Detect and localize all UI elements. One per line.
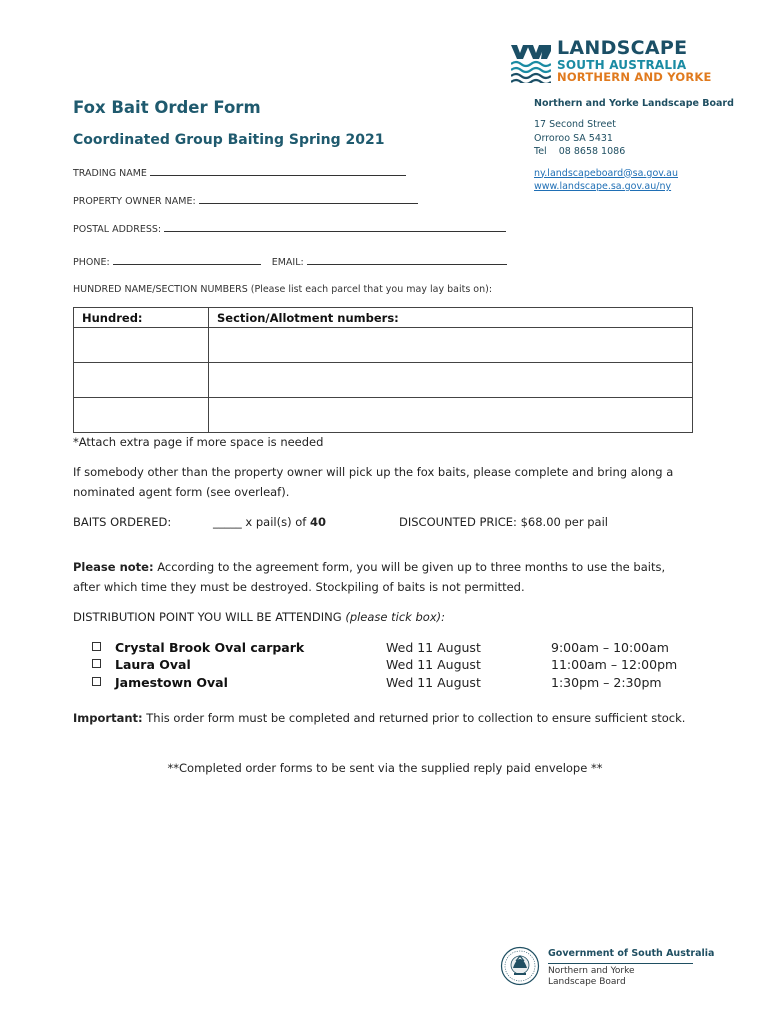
important-note: [73, 708, 713, 728]
email-link[interactable]: ny.landscapeboard@sa.gov.au: [534, 167, 679, 179]
baits-quantity[interactable]: [213, 512, 326, 532]
table-header-section: Section/Allotment numbers:: [209, 308, 693, 328]
distribution-label: DISTRIBUTION POINT YOU WILL BE ATTENDING: [73, 610, 342, 624]
trading-name-label: TRADING NAME: [73, 168, 147, 179]
distribution-time: 9:00am – 10:00am: [551, 640, 669, 655]
distribution-location: Crystal Brook Oval carpark: [115, 640, 305, 655]
address-block: [534, 98, 754, 194]
important-text: This order form must be completed and returned prior to collection to ensure sufficient stock.: [142, 711, 686, 725]
footer-rule: [548, 963, 693, 964]
postal-address-field[interactable]: [73, 221, 506, 235]
government-sa-logo: [500, 946, 715, 992]
table-header-row: [74, 308, 693, 328]
section-cell[interactable]: [209, 363, 693, 398]
distribution-option-crystal-brook[interactable]: [92, 640, 669, 655]
distribution-date: Wed 11 August: [386, 640, 481, 655]
phone-line[interactable]: [113, 254, 261, 265]
distribution-hint: (please tick box):: [345, 610, 445, 624]
section-cell[interactable]: [209, 328, 693, 363]
landscape-sa-logo: [511, 37, 712, 85]
owner-name-line[interactable]: [199, 193, 418, 204]
table-row: [74, 328, 693, 363]
address-street: 17 Second Street: [534, 119, 616, 130]
distribution-heading: [73, 607, 445, 627]
please-note: [73, 557, 693, 597]
phone-email-field[interactable]: [73, 254, 507, 268]
distribution-date: Wed 11 August: [386, 657, 481, 672]
logo-line-2: SOUTH AUSTRALIA: [557, 58, 687, 72]
government-name: Government of South Australia: [548, 948, 715, 959]
agent-note: If somebody other than the property owner will pick up the fox baits, please complete and bring along a nominated agent form (see overleaf).: [73, 465, 674, 499]
section-cell[interactable]: [209, 398, 693, 433]
please-note-text: According to the agreement form, you will be given up to three months to use the baits, after which time they must be destroyed. Stockpiling of baits is not permitted.: [73, 560, 666, 594]
checkbox[interactable]: [92, 659, 101, 668]
table-header-hundred: Hundred:: [74, 308, 209, 328]
table-row: [74, 363, 693, 398]
checkbox[interactable]: [92, 677, 101, 686]
website-link[interactable]: www.landscape.sa.gov.au/ny: [534, 181, 672, 192]
email-label: EMAIL:: [271, 257, 304, 268]
distribution-option-laura[interactable]: [92, 657, 678, 672]
checkbox[interactable]: [92, 642, 101, 651]
distribution-date: Wed 11 August: [386, 675, 481, 690]
please-note-label: Please note:: [73, 560, 154, 574]
hundred-cell[interactable]: [74, 363, 209, 398]
discounted-price: DISCOUNTED PRICE: $68.00 per pail: [399, 515, 608, 529]
page-subtitle: Coordinated Group Baiting Spring 2021: [73, 132, 385, 148]
email-line[interactable]: [307, 254, 507, 265]
state-crest-icon: [500, 946, 540, 986]
owner-name-label: PROPERTY OWNER NAME:: [73, 196, 196, 207]
hundred-cell[interactable]: [74, 398, 209, 433]
table-row: [74, 398, 693, 433]
attach-note: *Attach extra page if more space is needed: [73, 435, 324, 449]
postal-address-label: POSTAL ADDRESS:: [73, 224, 162, 235]
baits-ordered-label: BAITS ORDERED:: [73, 515, 172, 529]
landscape-wave-icon: [511, 43, 551, 83]
owner-name-field[interactable]: [73, 193, 418, 207]
distribution-time: 11:00am – 12:00pm: [551, 657, 678, 672]
trading-name-field[interactable]: [73, 165, 406, 179]
board-name: Northern and Yorke Landscape Board: [534, 98, 734, 109]
logo-line-3: NORTHERN AND YORKE: [557, 70, 712, 84]
distribution-location: Jamestown Oval: [115, 675, 228, 690]
footer-sub-1: Northern and Yorke: [548, 966, 635, 976]
phone-label: PHONE:: [73, 257, 110, 268]
address-tel: Tel 08 8658 1086: [534, 146, 626, 157]
trading-name-line[interactable]: [150, 165, 406, 176]
distribution-time: 1:30pm – 2:30pm: [551, 675, 662, 690]
baits-quantity-text: _____ x pail(s) of: [213, 515, 307, 529]
hundred-cell[interactable]: [74, 328, 209, 363]
baits-pail-size: 40: [309, 515, 326, 529]
completed-note: **Completed order forms to be sent via the supplied reply paid envelope **: [167, 761, 603, 775]
distribution-option-jamestown[interactable]: [92, 675, 662, 690]
important-label: Important:: [73, 711, 143, 725]
footer-sub-2: Landscape Board: [548, 977, 626, 987]
distribution-location: Laura Oval: [115, 657, 191, 672]
parcel-table: [73, 307, 693, 433]
hundred-label: HUNDRED NAME/SECTION NUMBERS (Please list each parcel that you may lay baits on):: [73, 284, 493, 295]
postal-address-line[interactable]: [164, 221, 506, 232]
logo-line-1: LANDSCAPE: [557, 37, 688, 59]
address-town: Orroroo SA 5431: [534, 132, 613, 144]
page-title: Fox Bait Order Form: [73, 98, 261, 117]
